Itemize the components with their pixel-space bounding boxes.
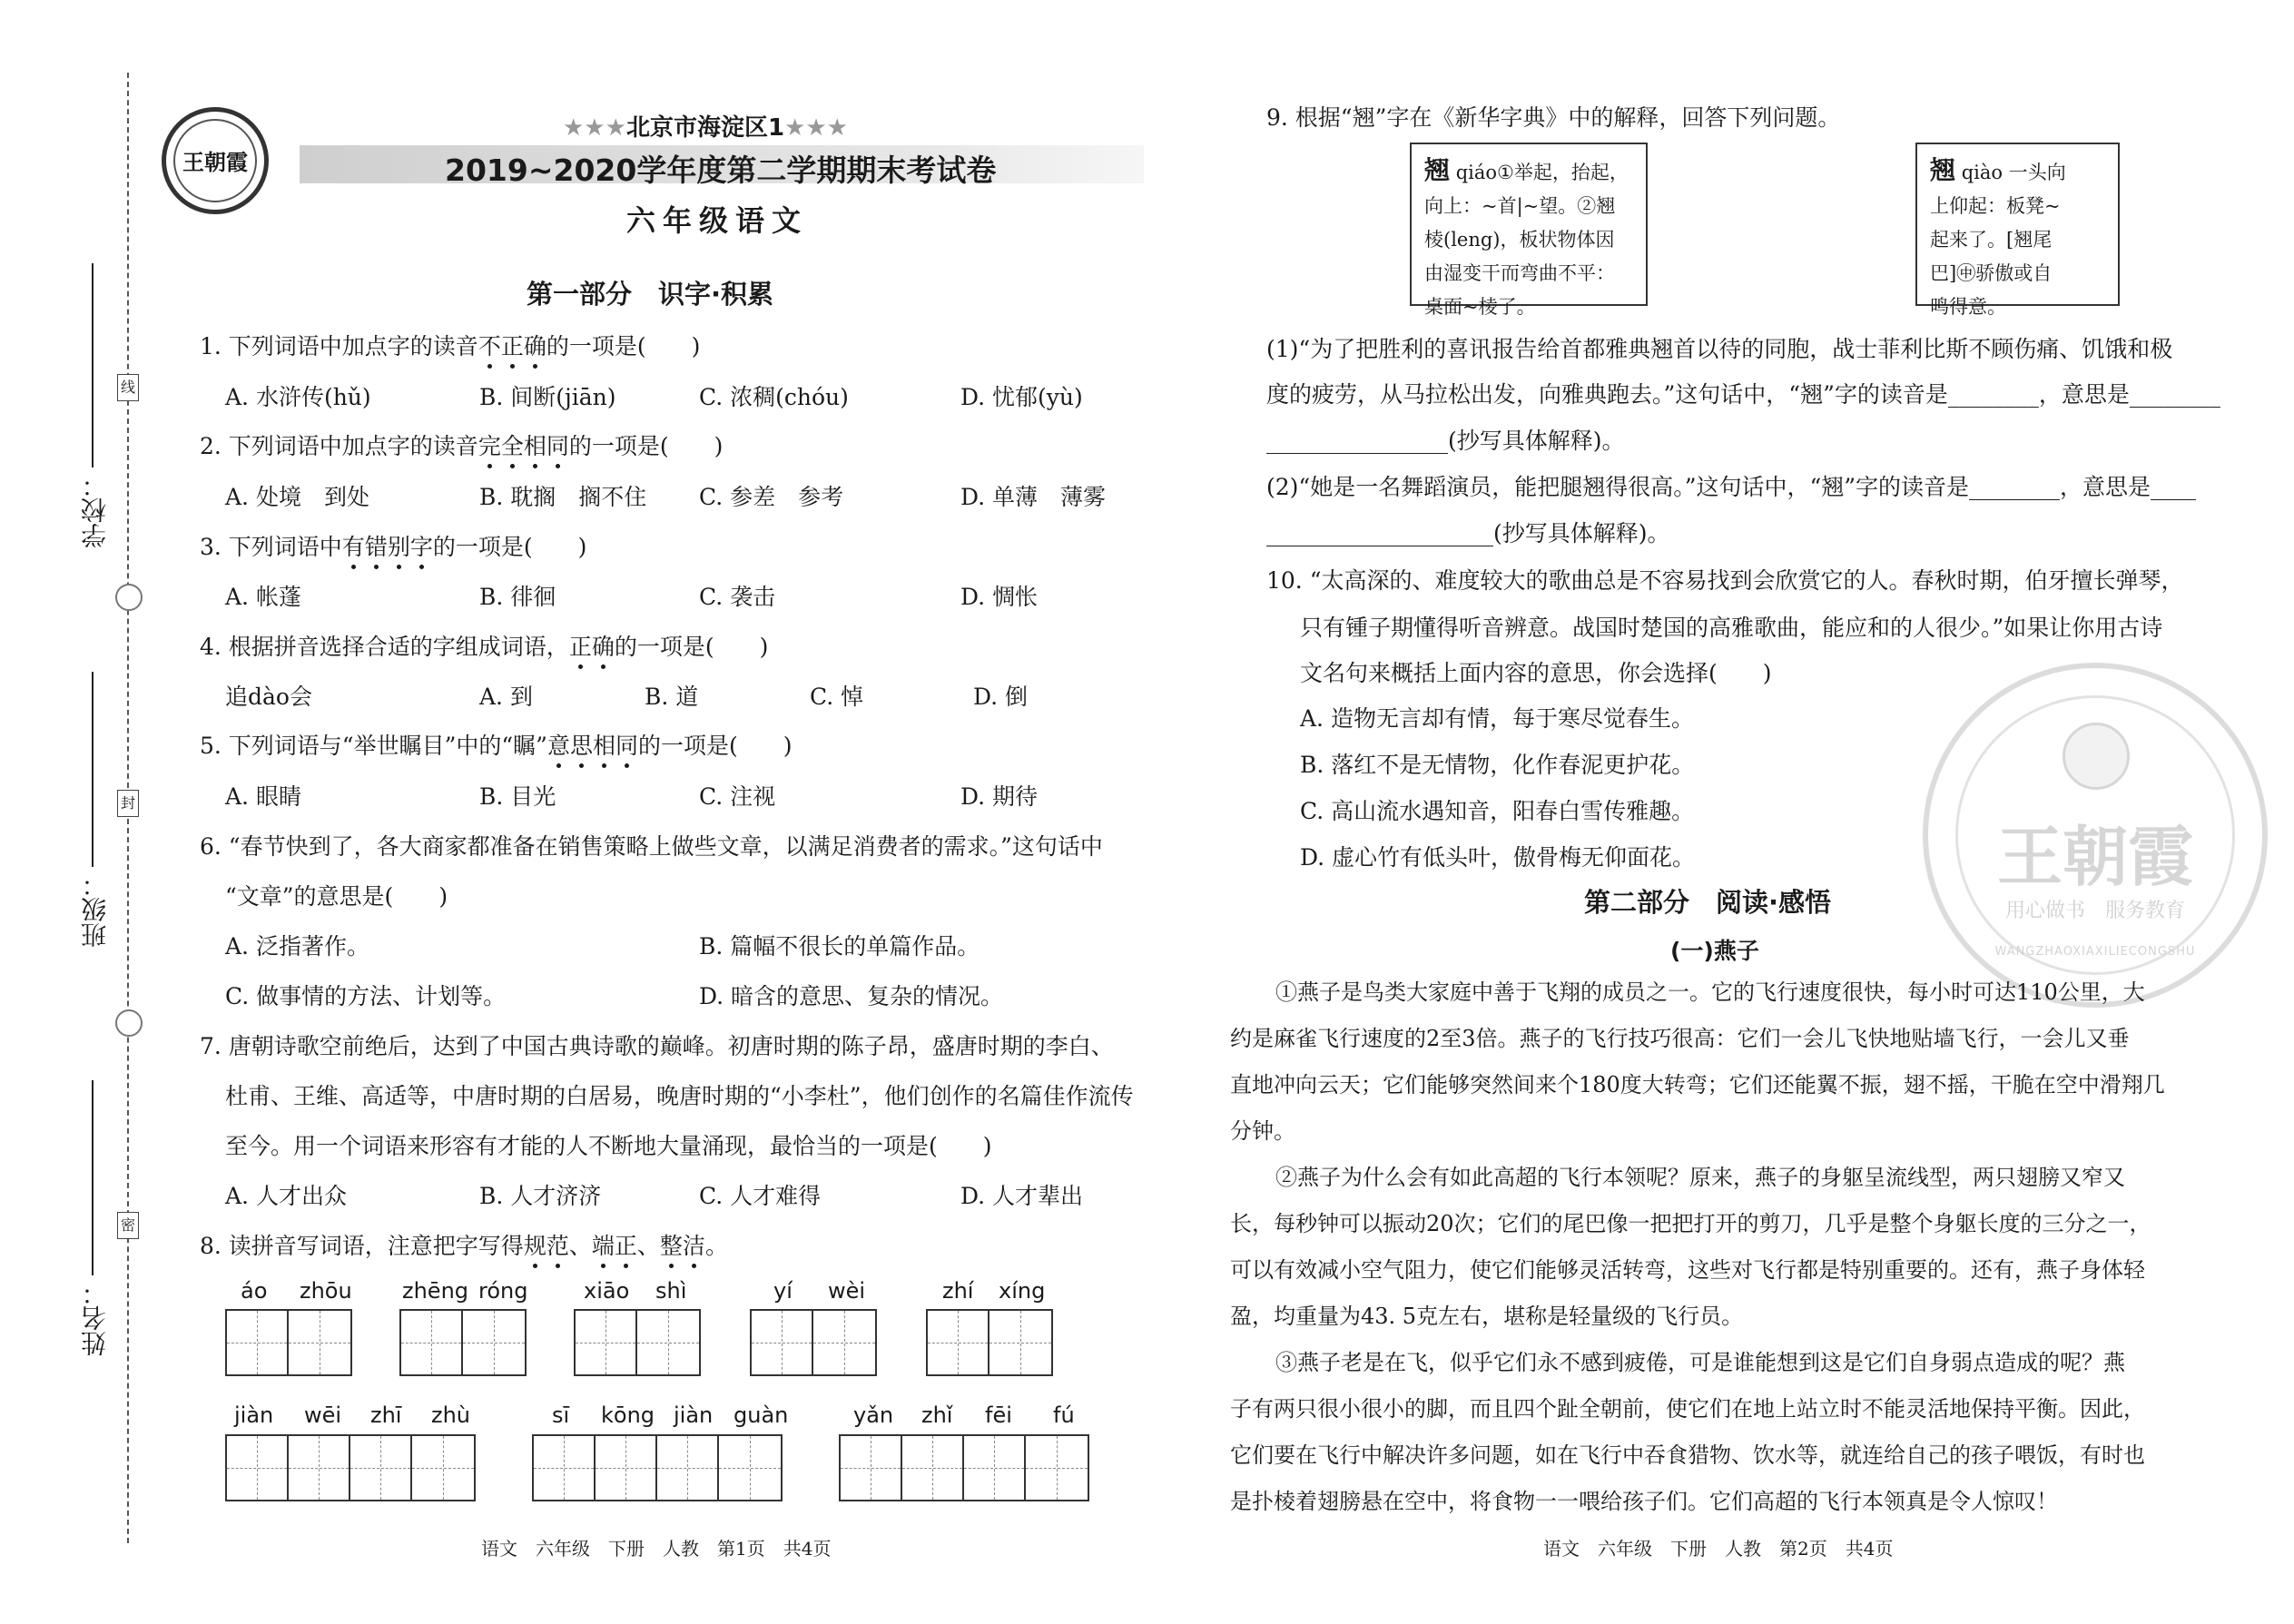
passage-line: ②燕子为什么会有如此高超的飞行本领呢？原来，燕子的身躯呈流线型，两只翅膀又窄又 (1275, 1165, 2125, 1190)
q5-option-b[interactable]: B. 目光 (479, 783, 556, 810)
class-blank-line[interactable] (92, 672, 94, 867)
q9-sub2-line1: (2)“她是一名舞蹈演员，能把腿翘得很高。”这句话中，“翘”字的读音是________，意思是____ (1266, 474, 2197, 500)
q10-stem-line1: 10. “太高深的、难度较大的歌曲总是不容易找到会欣赏它的人。春秋时期，伯牙擅长弹琴， (1266, 567, 2184, 594)
binding-hole (115, 584, 143, 611)
passage-line: 是扑棱着翅膀悬在空中，将食物一一喂给孩子们。它们高超的飞行本领真是令人惊叹！ (1230, 1489, 2058, 1514)
q7-option-b[interactable]: B. 人才济济 (479, 1183, 602, 1209)
writing-grid[interactable] (750, 1309, 877, 1376)
header-region: ★★★北京市海淀区1★★★ (563, 114, 848, 142)
q4-option-d[interactable]: D. 倒 (973, 684, 1029, 710)
q5-option-d[interactable]: D. 期待 (960, 783, 1039, 810)
def2-line: 巴]㊥骄傲或自 (1930, 262, 2053, 284)
q2-stem: 2. 下列词语中加点字的读音完全相同的一项是( ) (200, 428, 723, 461)
pinyin: áo (241, 1278, 268, 1304)
pinyin: jiàn (234, 1403, 274, 1428)
q7-stem-line1: 7. 唐朝诗歌空前绝后，达到了中国古典诗歌的巅峰。初唐时期的陈子昂，盛唐时期的李白、 (200, 1033, 1114, 1059)
passage-title: (一)燕子 (1670, 938, 1759, 964)
q4-stem: 4. 根据拼音选择合适的字组成词语，正确的一项是( ) (200, 629, 768, 662)
subject-title: 六年级语文 (626, 203, 809, 238)
seal-mark-mi: 密 (117, 1212, 139, 1239)
q10-option-a[interactable]: A. 造物无言却有情，每于寒尽觉春生。 (1300, 705, 1694, 732)
def1-line: 桌面~棱了。 (1424, 296, 1536, 318)
seal-mark-feng: 封 (117, 790, 139, 817)
pinyin: kōng (601, 1403, 655, 1428)
q4-option-c[interactable]: C. 悼 (810, 684, 864, 710)
q7-option-c[interactable]: C. 人才难得 (699, 1183, 822, 1209)
q3-option-b[interactable]: B. 徘徊 (479, 584, 556, 610)
q9-sub1-line1: (1)“为了把胜利的喜讯报告给首都雅典翘首以待的同胞，战士菲利比斯不顾伤痛、饥饿和极 (1266, 336, 2173, 362)
q9-stem: 9. 根据“翘”字在《新华字典》中的解释，回答下列问题。 (1266, 104, 1841, 131)
def2-line: 翘 qiào 一头向 (1930, 155, 2066, 185)
q10-option-c[interactable]: C. 高山流水遇知音，阳春白雪传雅趣。 (1300, 798, 1695, 824)
q3-option-a[interactable]: A. 帐蓬 (225, 584, 301, 610)
q5-option-c[interactable]: C. 注视 (699, 783, 776, 810)
def1-line: 翘 qiáo①举起，抬起， (1424, 155, 1629, 185)
q10-stem-line3: 文名句来概括上面内容的意思，你会选择( ) (1300, 660, 1772, 686)
region-text: 北京市海淀区1 (625, 114, 785, 142)
pinyin: yǎn (853, 1403, 894, 1428)
name-blank-line[interactable] (92, 1080, 94, 1275)
q3-option-d[interactable]: D. 惆怅 (960, 584, 1039, 610)
q10-stem-line2: 只有锺子期懂得听音辨意。战国时楚国的高雅歌曲，能应和的人很少。”如果让你用古诗 (1300, 615, 2163, 641)
publisher-logo (162, 107, 269, 214)
q1-option-b[interactable]: B. 间断(jiān) (479, 384, 616, 410)
passage-line: ③燕子老是在飞，似乎它们永不感到疲倦，可是谁能想到这是它们自身弱点造成的呢？燕 (1275, 1350, 2125, 1375)
q3-stem: 3. 下列词语中有错别字的一项是( ) (200, 529, 586, 562)
q1-option-a[interactable]: A. 水浒传(hǔ) (225, 384, 371, 410)
q6-stem-line2: “文章”的意思是( ) (225, 883, 448, 910)
passage-line: ①燕子是鸟类大家庭中善于飞翔的成员之一。它的飞行速度很快，每小时可达110公里，大 (1275, 979, 2145, 1005)
pinyin: zhēng (402, 1278, 469, 1304)
q6-option-d[interactable]: D. 暗含的意思、复杂的情况。 (699, 983, 1004, 1009)
q2-option-c[interactable]: C. 参差 参考 (699, 484, 844, 510)
writing-grid[interactable] (574, 1309, 701, 1376)
seal-mark-xian: 线 (117, 374, 139, 401)
watermark-seal (1923, 663, 2268, 1008)
pinyin: yí (773, 1278, 793, 1304)
q1-option-c[interactable]: C. 浓稠(chóu) (699, 384, 849, 410)
pinyin: wèi (828, 1278, 866, 1304)
pinyin: shì (655, 1278, 687, 1304)
def1-line: 棱(leng)，板状物体因 (1424, 229, 1615, 251)
binding-hole (115, 1009, 143, 1037)
logo-text: 王朝霞 (182, 149, 248, 175)
q8-stem: 8. 读拼音写词语，注意把字写得规范、端正、整洁。 (200, 1228, 728, 1261)
page-footer-left: 语文 六年级 下册 人教 第1页 共4页 (481, 1538, 832, 1560)
passage-paragraph-1 (1230, 969, 2165, 1155)
q9-sub1-line2: 度的疲劳，从马拉松出发，向雅典跑去。”这句话中，“翘”字的读音是________，意思是________ (1266, 381, 2220, 408)
passage-line: 盈，均重量为43. 5克左右，堪称是轻量级的飞行员。 (1230, 1304, 1744, 1329)
def1-line: 由湿变干而弯曲不平： (1424, 262, 1615, 284)
section-title-1: 第一部分 识字·积累 (527, 279, 774, 310)
q2-option-d[interactable]: D. 单薄 薄雾 (960, 484, 1107, 510)
passage-line: 约是麻雀飞行速度的2至3倍。燕子的飞行技巧很高：它们一会儿飞快地贴墙飞行，一会儿又垂 (1230, 1026, 2130, 1051)
pinyin: zhī (370, 1403, 402, 1428)
pinyin: sī (552, 1403, 570, 1428)
def2-line: 起来了。[翘尾 (1930, 229, 2053, 251)
watermark-name: 王朝霞 (1996, 818, 2193, 895)
watermark-arc-text: WANGZHAOXIAXILIECONGSHU (1994, 945, 2196, 959)
pinyin: róng (478, 1278, 528, 1304)
section-title-2: 第二部分 阅读·感悟 (1584, 887, 1832, 918)
def2-char: 翘 (1930, 155, 1956, 185)
def2-line: 上仰起：板凳~ (1930, 195, 2061, 217)
pinyin: zhōu (300, 1278, 352, 1304)
q7-option-d[interactable]: D. 人才辈出 (960, 1183, 1084, 1209)
pinyin: fēi (985, 1403, 1012, 1428)
pinyin: guàn (733, 1403, 789, 1428)
pinyin: zhù (431, 1403, 471, 1428)
dictionary-entry-1 (1410, 143, 1648, 318)
q4-option-a[interactable]: A. 到 (479, 684, 533, 710)
pinyin: xiāo (584, 1278, 630, 1304)
q5-option-a[interactable]: A. 眼睛 (225, 783, 301, 810)
pinyin: xíng (999, 1278, 1046, 1304)
q2-option-b[interactable]: B. 耽搁 搁不住 (479, 484, 647, 510)
q9-sub1-line3[interactable]: ________________(抄写具体解释)。 (1266, 428, 1625, 454)
pinyin: jiàn (674, 1403, 714, 1428)
q1-option-d[interactable]: D. 忧郁(yù) (960, 384, 1083, 410)
q4-prompt: 追dào会 (225, 684, 312, 710)
q7-stem-line2: 杜甫、王维、高适等，中唐时期的白居易，晚唐时期的“小李杜”，他们创作的名篇佳作流传 (225, 1083, 1134, 1109)
q10-option-d[interactable]: D. 虚心竹有低头叶，傲骨梅无仰面花。 (1300, 844, 1696, 871)
def1-char: 翘 (1424, 155, 1451, 185)
q6-option-b[interactable]: B. 篇幅不很长的单篇作品。 (699, 933, 980, 960)
q1-stem: 1. 下列词语中加点字的读音不正确的一项是( ) (200, 329, 700, 361)
pinyin: fú (1053, 1403, 1075, 1428)
passage-paragraph-3 (1230, 1340, 2145, 1525)
q6-option-a[interactable]: A. 泛指著作。 (225, 933, 369, 960)
page-footer-right: 语文 六年级 下册 人教 第2页 共4页 (1543, 1538, 1894, 1560)
passage-line: 它们要在飞行中解决许多问题，如在飞行中吞食猎物、饮水等，就连给自己的孩子喂饭，有时也 (1230, 1442, 2145, 1468)
writing-grid[interactable] (399, 1309, 527, 1376)
pinyin: zhí (942, 1278, 974, 1304)
writing-grid[interactable] (225, 1434, 476, 1501)
writing-grid[interactable] (839, 1434, 1089, 1501)
q3-option-c[interactable]: C. 袭击 (699, 584, 776, 610)
name-label: 姓名： (80, 1280, 110, 1356)
pinyin: zhǐ (921, 1403, 953, 1428)
school-label: 学校： (80, 472, 110, 548)
q5-stem: 5. 下列词语与“举世瞩目”中的“瞩”意思相同的一项是( ) (200, 728, 793, 761)
writing-grid[interactable] (225, 1309, 352, 1376)
q7-stem-line3: 至今。用一个词语来形容有才能的人不断地大量涌现，最恰当的一项是( ) (225, 1133, 992, 1159)
q7-option-a[interactable]: A. 人才出众 (225, 1183, 347, 1209)
q6-option-c[interactable]: C. 做事情的方法、计划等。 (225, 983, 507, 1009)
passage-line: 直地冲向云天；它们能够突然间来个180度大转弯；它们还能翼不振，翅不摇，干脆在空中滑翔几 (1230, 1072, 2165, 1097)
pinyin: wēi (304, 1403, 342, 1428)
q9-sub2-line2[interactable]: ____________________(抄写具体解释)。 (1266, 520, 1670, 546)
class-label: 班级： (80, 871, 110, 948)
q4-option-b[interactable]: B. 道 (645, 684, 699, 710)
def1-line: 向上：~首|~望。②翘 (1424, 195, 1616, 217)
watermark-portrait (2063, 723, 2130, 790)
exam-title: 2019~2020学年度第二学期期末考试卷 (445, 153, 997, 188)
passage-line: 长，每秒钟可以振动20次；它们的尾巴像一把把打开的剪刀，几乎是整个身躯长度的三分之一， (1230, 1211, 2151, 1236)
q2-option-a[interactable]: A. 处境 到处 (225, 484, 369, 510)
passage-line: 子有两只很小很小的脚，而且四个趾全朝前，使它们在地上站立时不能灵活地保持平衡。因此， (1230, 1396, 2145, 1422)
passage-paragraph-2 (1230, 1155, 2151, 1340)
school-blank-line[interactable] (92, 263, 94, 468)
dictionary-entry-2 (1915, 143, 2120, 318)
q6-stem-line1: 6. “春节快到了，各大商家都准备在销售策略上做些文章，以满足消费者的需求。”这句话中 (200, 833, 1103, 860)
writing-grid[interactable] (532, 1434, 783, 1501)
watermark-slogan: 用心做书 服务教育 (2004, 900, 2185, 922)
passage-line: 可以有效减小空气阻力，使它们能够灵活转弯，这些对飞行都是特别重要的。还有，燕子身体轻 (1230, 1257, 2145, 1283)
def2-line: 鸣得意。 (1930, 296, 2006, 318)
passage-line: 分钟。 (1230, 1118, 1295, 1144)
q10-option-b[interactable]: B. 落红不是无情物，化作春泥更护花。 (1300, 752, 1695, 778)
writing-grid[interactable] (926, 1309, 1053, 1376)
